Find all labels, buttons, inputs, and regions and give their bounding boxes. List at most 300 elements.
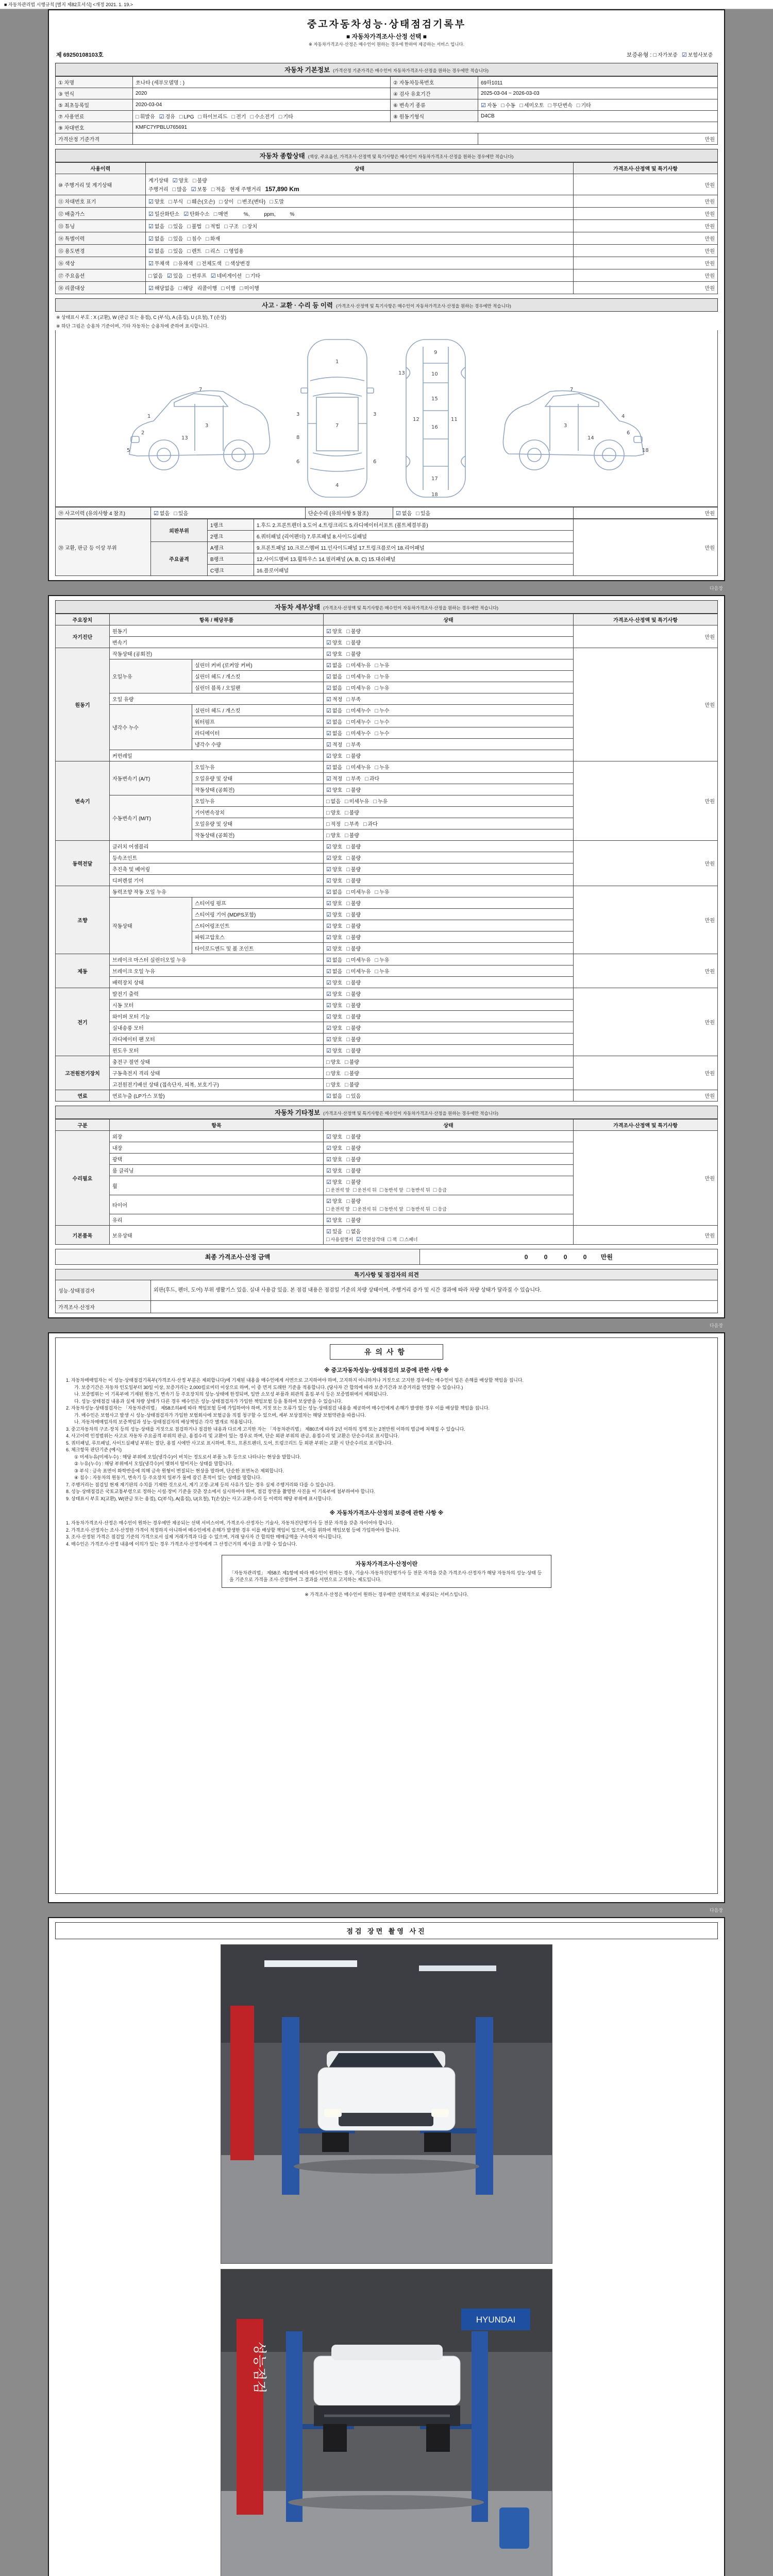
checkbox-없음[interactable] bbox=[326, 1092, 342, 1099]
checkbox-불량[interactable] bbox=[345, 1080, 359, 1088]
checkbox-양호[interactable] bbox=[326, 990, 342, 997]
checkbox-운전석 뒤[interactable] bbox=[353, 1206, 377, 1212]
device-item-label: 동력조향 작동 오일 누유 bbox=[110, 886, 324, 897]
field-value bbox=[133, 111, 391, 122]
checkbox-부족[interactable] bbox=[345, 820, 359, 827]
checkbox-수동[interactable] bbox=[501, 101, 515, 109]
checkbox-미세누수[interactable] bbox=[346, 718, 371, 725]
checkbox-양호[interactable] bbox=[326, 1155, 342, 1163]
field-label: ⑥ 변속기 종류 bbox=[391, 99, 478, 111]
checkbox-있음[interactable] bbox=[169, 222, 183, 230]
text-segment: 주행거리 bbox=[148, 187, 169, 193]
field-label: ⑧ 원동기형식 bbox=[391, 111, 478, 122]
checkbox-없음[interactable] bbox=[326, 888, 342, 895]
checkbox-네비게이션[interactable] bbox=[211, 272, 242, 279]
empty-box-icon: □ bbox=[346, 640, 350, 646]
checkbox-과다[interactable] bbox=[363, 820, 378, 827]
checkbox-전체도색[interactable] bbox=[197, 259, 222, 267]
checkbox-양호[interactable] bbox=[326, 899, 342, 907]
checkbox-불량[interactable] bbox=[346, 922, 361, 929]
checkbox-양호[interactable] bbox=[148, 197, 164, 205]
checkbox-label: 영업용 bbox=[228, 249, 244, 255]
checkbox-누수[interactable] bbox=[375, 718, 390, 725]
checkbox-응급[interactable] bbox=[433, 1206, 447, 1212]
overall-state-row bbox=[56, 232, 718, 245]
checkbox-없음[interactable] bbox=[326, 763, 342, 771]
device-item-label: 오일누유 bbox=[192, 795, 324, 807]
checkbox-없음[interactable] bbox=[326, 797, 341, 805]
checkbox-LPG[interactable] bbox=[179, 114, 194, 120]
checkbox-불량[interactable] bbox=[346, 865, 361, 873]
empty-box-icon: □ bbox=[178, 285, 182, 292]
checkbox-누유[interactable] bbox=[375, 956, 390, 963]
checkbox-일산화탄소[interactable] bbox=[148, 210, 179, 217]
checkbox-불량[interactable] bbox=[346, 1155, 361, 1163]
final-price-digits: 0 0 0 0 bbox=[524, 1253, 594, 1261]
checkbox-기타[interactable] bbox=[279, 112, 293, 120]
checkbox-불량[interactable] bbox=[346, 1197, 361, 1205]
device-item-label: 스티어링 기어 (MDPS포함) bbox=[192, 909, 324, 920]
empty-box-icon: □ bbox=[375, 765, 379, 771]
checkbox-양호[interactable] bbox=[326, 876, 342, 884]
empty-box-icon: □ bbox=[169, 248, 172, 255]
checkbox-불량[interactable] bbox=[193, 176, 207, 184]
checkbox-유채색[interactable] bbox=[174, 259, 193, 267]
checkbox-양호[interactable] bbox=[326, 831, 341, 839]
checkbox-불량[interactable] bbox=[346, 1178, 361, 1185]
checkbox-적정[interactable] bbox=[326, 774, 342, 782]
checkbox-리스[interactable] bbox=[206, 247, 220, 255]
checkbox-누유[interactable] bbox=[373, 797, 388, 805]
checkbox-많음[interactable] bbox=[173, 185, 187, 193]
checkbox-label: 불량 bbox=[350, 1026, 361, 1031]
checkbox-화재[interactable] bbox=[206, 234, 220, 242]
checkbox-label: 양호 bbox=[332, 924, 343, 929]
warranty-type-label: 보증유형 : bbox=[626, 52, 652, 58]
basic-info-row bbox=[56, 99, 718, 111]
checkbox-누수[interactable] bbox=[375, 729, 390, 737]
checkbox-영업용[interactable] bbox=[224, 247, 244, 255]
item-state bbox=[324, 1195, 574, 1214]
column-header: 구분 bbox=[56, 1120, 110, 1131]
checkbox-label: 양호 bbox=[330, 1060, 341, 1065]
empty-box-icon: □ bbox=[346, 1048, 350, 1054]
checkbox-보통[interactable] bbox=[191, 185, 207, 193]
checkbox-상이[interactable] bbox=[219, 197, 233, 205]
notice-line: 나. 자동차매매업자의 보증책임과 성능·상태점검자의 배상책임은 각각 별개로 적용됩니다. bbox=[74, 1419, 254, 1425]
empty-box-icon: □ bbox=[344, 810, 348, 816]
checkbox-양호[interactable] bbox=[326, 842, 342, 850]
checkbox-휘발유[interactable] bbox=[136, 112, 155, 120]
checkbox-불량[interactable] bbox=[346, 899, 361, 907]
checkbox-없음[interactable] bbox=[326, 967, 342, 975]
checkbox-누유[interactable] bbox=[375, 763, 390, 771]
checkbox-양호[interactable] bbox=[326, 1132, 342, 1140]
empty-box-icon: □ bbox=[238, 199, 241, 205]
checkbox-양호[interactable] bbox=[326, 854, 342, 861]
empty-box-icon: □ bbox=[224, 224, 228, 230]
checkbox-동반석 뒤[interactable] bbox=[407, 1187, 430, 1193]
checkbox-훼손(오손)[interactable] bbox=[187, 197, 215, 205]
checkbox-양호[interactable] bbox=[326, 1216, 342, 1224]
checkbox-양호[interactable] bbox=[326, 1178, 342, 1185]
checkbox-미세누유[interactable] bbox=[345, 797, 369, 805]
checkbox-있음[interactable] bbox=[174, 509, 188, 517]
checkbox-하이브리드[interactable] bbox=[198, 112, 228, 120]
checkbox-부식[interactable] bbox=[169, 197, 183, 205]
checkbox-label: 없음 bbox=[159, 511, 170, 517]
checkbox-없음[interactable] bbox=[326, 729, 342, 737]
car-damage-diagrams bbox=[55, 330, 718, 507]
empty-box-icon: □ bbox=[346, 901, 350, 907]
notice-line: 가. 매수인은 보험사고 발생 시 성능·상태점검자가 가입한 보험회사에 보험금을 직접 청구할 수 있으며, 세부 보상절차는 해당 보험약관을 따릅니다. bbox=[74, 1412, 366, 1418]
checkbox-없음[interactable] bbox=[396, 509, 412, 517]
checkbox-변조(변타)[interactable] bbox=[238, 197, 265, 205]
checkbox-양호[interactable] bbox=[326, 1166, 342, 1174]
checkbox-불량[interactable] bbox=[346, 1046, 361, 1054]
checkbox-응급[interactable] bbox=[433, 1187, 447, 1193]
checkbox-불량[interactable] bbox=[346, 876, 361, 884]
checkbox-썬루프[interactable] bbox=[187, 272, 207, 279]
checkbox-label: 없음 bbox=[330, 799, 341, 805]
item-state bbox=[324, 841, 574, 852]
checkbox-양호[interactable] bbox=[326, 1012, 342, 1020]
checkbox-양호[interactable] bbox=[326, 933, 342, 941]
empty-box-icon: □ bbox=[375, 719, 379, 725]
checkbox-불량[interactable] bbox=[346, 990, 361, 997]
checkbox-없음[interactable] bbox=[148, 234, 164, 242]
checkbox-수소전기[interactable] bbox=[250, 112, 274, 120]
item-state bbox=[324, 897, 574, 909]
checked-box-icon: ☑ bbox=[326, 731, 331, 737]
checkbox-양호[interactable] bbox=[326, 865, 342, 873]
checkbox-불량[interactable] bbox=[346, 1001, 361, 1009]
empty-box-icon: □ bbox=[346, 674, 350, 680]
checkbox-양호[interactable] bbox=[326, 752, 342, 759]
warranty-type-options bbox=[653, 52, 717, 58]
checkbox-label: 전체도색 bbox=[201, 261, 222, 267]
device-item-label: 타이로드엔드 및 볼 조인트 bbox=[192, 943, 324, 954]
empty-box-icon: □ bbox=[169, 236, 172, 242]
checkbox-양호[interactable] bbox=[326, 978, 342, 986]
checkbox-장치[interactable] bbox=[243, 222, 257, 230]
checked-box-icon: ☑ bbox=[326, 946, 331, 952]
checkbox-불량[interactable] bbox=[346, 842, 361, 850]
checkbox-부족[interactable] bbox=[346, 774, 361, 782]
checkbox-label: 없음 bbox=[153, 274, 163, 279]
checkbox-렌트[interactable] bbox=[187, 247, 201, 255]
checkbox-label: 보험사보증 bbox=[687, 53, 713, 58]
checkbox-label: 미세누수 bbox=[350, 720, 371, 725]
checkbox-label: 불량 bbox=[350, 1180, 361, 1185]
checkbox-불법[interactable] bbox=[187, 222, 201, 230]
checkbox-label: 양호 bbox=[332, 1048, 343, 1054]
checkbox-불량[interactable] bbox=[345, 808, 359, 816]
checkbox-누유[interactable] bbox=[375, 684, 390, 691]
checkbox-과다[interactable] bbox=[365, 774, 379, 782]
checkbox-미세누유[interactable] bbox=[346, 763, 371, 771]
price-cell: 만원 bbox=[574, 507, 718, 519]
checkbox-불량[interactable] bbox=[346, 1216, 361, 1224]
checkbox-기타[interactable] bbox=[246, 272, 260, 279]
checkbox-없음[interactable] bbox=[346, 1227, 361, 1235]
checkbox-침수[interactable] bbox=[187, 234, 201, 242]
checkbox-label: 양호 bbox=[332, 980, 343, 986]
checkbox-적정[interactable] bbox=[326, 695, 342, 703]
checkbox-있음[interactable] bbox=[169, 247, 183, 255]
other-item-label: 광택 bbox=[110, 1154, 324, 1165]
state-cell bbox=[146, 232, 574, 245]
svg-text:18: 18 bbox=[642, 448, 649, 453]
checkbox-미이행[interactable] bbox=[240, 284, 259, 292]
checkbox-운전석 앞[interactable] bbox=[326, 1187, 350, 1193]
checkbox-미세누수[interactable] bbox=[346, 706, 371, 714]
checkbox-미세누유[interactable] bbox=[346, 967, 371, 975]
checkbox-양호[interactable] bbox=[326, 650, 342, 657]
checkbox-양호[interactable] bbox=[326, 638, 342, 646]
overall-state-row bbox=[56, 208, 718, 220]
checkbox-적음[interactable] bbox=[211, 185, 226, 193]
checkbox-운전석 뒤[interactable] bbox=[353, 1187, 377, 1193]
checkbox-세미오토[interactable] bbox=[519, 101, 544, 109]
checkbox-불량[interactable] bbox=[346, 786, 361, 793]
accident-header bbox=[55, 298, 718, 312]
checkbox-미세누유[interactable] bbox=[346, 684, 371, 691]
checkbox-양호[interactable] bbox=[326, 910, 342, 918]
empty-box-icon: □ bbox=[198, 114, 202, 120]
checkbox-없음[interactable] bbox=[326, 661, 342, 669]
checkbox-label: 양호 bbox=[154, 199, 165, 205]
checkbox-label: 불량 bbox=[349, 810, 359, 816]
checkbox-양호[interactable] bbox=[326, 1069, 341, 1077]
checkbox-불량[interactable] bbox=[346, 638, 361, 646]
checked-box-icon: ☑ bbox=[148, 248, 154, 255]
checkbox-도말[interactable] bbox=[270, 197, 284, 205]
checkbox-적정[interactable] bbox=[326, 820, 341, 827]
checkbox-양호[interactable] bbox=[326, 1144, 342, 1151]
checkbox-불량[interactable] bbox=[345, 1069, 359, 1077]
empty-box-icon: □ bbox=[346, 889, 350, 895]
checkbox-잭[interactable] bbox=[388, 1236, 397, 1243]
checkbox-없음[interactable] bbox=[148, 247, 164, 255]
accident-history-state bbox=[151, 507, 306, 519]
checkbox-양호[interactable] bbox=[326, 786, 342, 793]
checkbox-부족[interactable] bbox=[346, 695, 361, 703]
checkbox-없음[interactable] bbox=[326, 684, 342, 691]
checkbox-동반석 앞[interactable] bbox=[380, 1206, 404, 1212]
device-item-label: 실내송풍 모터 bbox=[110, 1022, 324, 1033]
checkbox-불량[interactable] bbox=[346, 1132, 361, 1140]
notice-sec2-title: ※ 자동차가격조사·산정의 보증에 관한 사항 ※ bbox=[329, 1510, 444, 1516]
detail-state-row bbox=[56, 1090, 718, 1101]
checkbox-불량[interactable] bbox=[346, 1012, 361, 1020]
checkbox-불량[interactable] bbox=[346, 752, 361, 759]
checked-box-icon: ☑ bbox=[154, 511, 159, 517]
checkbox-누유[interactable] bbox=[375, 967, 390, 975]
device-item-label: 스티어링조인트 bbox=[192, 920, 324, 931]
checkbox-없음[interactable] bbox=[148, 222, 164, 230]
checkbox-label: 기타 bbox=[581, 103, 591, 109]
checkbox-미세누유[interactable] bbox=[346, 672, 371, 680]
checkbox-없음[interactable] bbox=[154, 509, 170, 517]
checkbox-양호[interactable] bbox=[326, 1080, 341, 1088]
checkbox-불량[interactable] bbox=[346, 854, 361, 861]
device-item-label: 냉각수 수량 bbox=[192, 739, 324, 750]
checkbox-있음[interactable] bbox=[326, 1227, 342, 1235]
checkbox-label: 양호 bbox=[332, 1199, 343, 1205]
checkbox-무단변속[interactable] bbox=[548, 101, 572, 109]
checkbox-불량[interactable] bbox=[346, 650, 361, 657]
checkbox-label: 자동 bbox=[486, 103, 497, 109]
checkbox-label: 미세누수 bbox=[350, 731, 371, 737]
final-price-label: 최종 가격조사·산정 금액 bbox=[56, 1249, 420, 1265]
price-cell: 만원 bbox=[574, 1131, 718, 1226]
checkbox-양호[interactable] bbox=[326, 1024, 342, 1031]
checkbox-전기[interactable] bbox=[231, 112, 246, 120]
checkbox-동반석 앞[interactable] bbox=[380, 1187, 404, 1193]
checkbox-불량[interactable] bbox=[346, 933, 361, 941]
notice-line: 8. 성능·상태점검은 국토교통부령으로 정하는 시설·장비 기준을 갖춘 장소에서 실시하여야 하며, 점검 장면을 촬영한 사진을 이 기록부에 첨부하여야 합니다. bbox=[66, 1489, 376, 1494]
panel-group-label: 주요골격 bbox=[151, 542, 208, 576]
checkbox-사용설명서[interactable] bbox=[326, 1236, 353, 1243]
checkbox-구조[interactable] bbox=[224, 222, 239, 230]
item-state bbox=[324, 931, 574, 943]
checkbox-무채색[interactable] bbox=[148, 259, 170, 267]
checkbox-불량[interactable] bbox=[346, 627, 361, 635]
checkbox-부족[interactable] bbox=[346, 740, 361, 748]
checkbox-양호[interactable] bbox=[326, 1001, 342, 1009]
checkbox-해당없음[interactable] bbox=[148, 284, 175, 292]
checkbox-불량[interactable] bbox=[346, 1144, 361, 1151]
checkbox-양호[interactable] bbox=[326, 922, 342, 929]
field-value: 69하1011 bbox=[478, 77, 718, 88]
section-overall-state bbox=[55, 149, 718, 294]
checkbox-양호[interactable] bbox=[326, 1058, 341, 1065]
checked-box-icon: ☑ bbox=[148, 236, 154, 242]
checkbox-label: 무단변속 bbox=[552, 103, 573, 109]
empty-box-icon: □ bbox=[375, 674, 379, 680]
checkbox-없음[interactable] bbox=[148, 272, 163, 279]
checkbox-양호[interactable] bbox=[326, 808, 341, 816]
checkbox-적법[interactable] bbox=[206, 222, 220, 230]
checkbox-label: 양호 bbox=[332, 1134, 343, 1140]
svg-text:13: 13 bbox=[181, 435, 188, 441]
empty-box-icon: □ bbox=[187, 199, 191, 205]
item-state bbox=[324, 659, 574, 671]
checkbox-누유[interactable] bbox=[375, 672, 390, 680]
checkbox-있음[interactable] bbox=[416, 509, 430, 517]
checkbox-없음[interactable] bbox=[326, 956, 342, 963]
opinion-row bbox=[56, 1301, 718, 1313]
opinion-role-label: 가격조사·산정자 bbox=[56, 1301, 151, 1313]
checkbox-label: 변조(변타) bbox=[242, 199, 266, 205]
price-cell: 만원 bbox=[574, 195, 718, 208]
device-item-label: 실린더 커버 (로커암 커버) bbox=[192, 659, 324, 671]
checkbox-미세누유[interactable] bbox=[346, 661, 371, 669]
checkbox-누유[interactable] bbox=[375, 888, 390, 895]
checkbox-불량[interactable] bbox=[345, 1058, 359, 1065]
checkbox-탄화수소[interactable] bbox=[183, 210, 210, 217]
checkbox-안전삼각대[interactable] bbox=[356, 1236, 384, 1243]
notice-sec1-body bbox=[66, 1377, 707, 1502]
checkbox-해당[interactable] bbox=[179, 284, 193, 292]
checkbox-양호[interactable] bbox=[326, 1035, 342, 1043]
checkbox-스패너[interactable] bbox=[400, 1236, 418, 1243]
checkbox-불량[interactable] bbox=[346, 1166, 361, 1174]
checkbox-보험사보증[interactable] bbox=[682, 50, 713, 58]
checkbox-이행[interactable] bbox=[221, 284, 236, 292]
checkbox-양호[interactable] bbox=[326, 627, 342, 635]
photo2-brand-sign-text: HYUNDAI bbox=[476, 2315, 516, 2325]
checkbox-불량[interactable] bbox=[346, 1035, 361, 1043]
checkbox-불량[interactable] bbox=[346, 944, 361, 952]
field-value: D4CB bbox=[478, 111, 718, 122]
checkbox-미세누유[interactable] bbox=[346, 956, 371, 963]
checkbox-불량[interactable] bbox=[346, 1024, 361, 1031]
item-state bbox=[324, 1079, 574, 1090]
notice-sec2-body bbox=[66, 1520, 707, 1548]
usage-history-label: ⑮ 용도변경 bbox=[56, 245, 146, 257]
checkbox-양호[interactable] bbox=[326, 944, 342, 952]
checkbox-없음[interactable] bbox=[326, 672, 342, 680]
checkbox-있음[interactable] bbox=[167, 272, 183, 279]
device-item-label: 변속기 bbox=[110, 637, 324, 648]
checkbox-자가보증[interactable] bbox=[653, 50, 678, 58]
checkbox-없음[interactable] bbox=[326, 706, 342, 714]
checkbox-매연[interactable] bbox=[214, 210, 228, 217]
checked-box-icon: ☑ bbox=[326, 923, 331, 929]
svg-text:6: 6 bbox=[296, 459, 300, 465]
checkbox-운전석 앞[interactable] bbox=[326, 1206, 350, 1212]
checkbox-누수[interactable] bbox=[375, 706, 390, 714]
checkbox-있음[interactable] bbox=[169, 234, 183, 242]
checkbox-label: 미세누유 bbox=[350, 890, 371, 895]
checkbox-양호[interactable] bbox=[326, 1046, 342, 1054]
field-label: ③ 연식 bbox=[56, 88, 133, 99]
device-item-label: 연료누출 (LP가스 포함) bbox=[110, 1090, 324, 1101]
checkbox-미세누유[interactable] bbox=[346, 888, 371, 895]
empty-box-icon: □ bbox=[173, 261, 177, 267]
table-header-row bbox=[56, 1120, 718, 1131]
checkbox-있음[interactable] bbox=[346, 1092, 361, 1099]
checkbox-불량[interactable] bbox=[346, 910, 361, 918]
state-cell bbox=[146, 174, 574, 195]
checkbox-양호[interactable] bbox=[326, 1197, 342, 1205]
checkbox-자동[interactable] bbox=[481, 101, 497, 109]
checked-box-icon: ☑ bbox=[396, 511, 401, 517]
checkbox-양호[interactable] bbox=[173, 176, 189, 184]
detail-state-row bbox=[56, 886, 718, 897]
checkbox-누유[interactable] bbox=[375, 661, 390, 669]
checkbox-미세누수[interactable] bbox=[346, 729, 371, 737]
checkbox-없음[interactable] bbox=[326, 718, 342, 725]
other-info-table bbox=[55, 1119, 718, 1245]
item-state bbox=[324, 852, 574, 863]
checkbox-기타[interactable] bbox=[577, 101, 591, 109]
field-label: ⑤ 최초등록일 bbox=[56, 99, 133, 111]
checkbox-경유[interactable] bbox=[159, 112, 175, 120]
empty-box-icon: □ bbox=[373, 799, 377, 805]
detail-state-note: (가격조사·산정액 및 특기사항은 매수인이 자동차가격조사·산정을 원하는 경우에만 적습니다) bbox=[323, 605, 498, 611]
checkbox-불량[interactable] bbox=[346, 978, 361, 986]
empty-box-icon: □ bbox=[326, 1187, 330, 1193]
checkbox-불량[interactable] bbox=[345, 831, 359, 839]
checkbox-색상변경[interactable] bbox=[226, 259, 250, 267]
checkbox-label: 적정 bbox=[332, 742, 343, 748]
checkbox-동반석 뒤[interactable] bbox=[407, 1206, 430, 1212]
checkbox-적정[interactable] bbox=[326, 740, 342, 748]
inspection-photo-2 bbox=[221, 2269, 552, 2576]
